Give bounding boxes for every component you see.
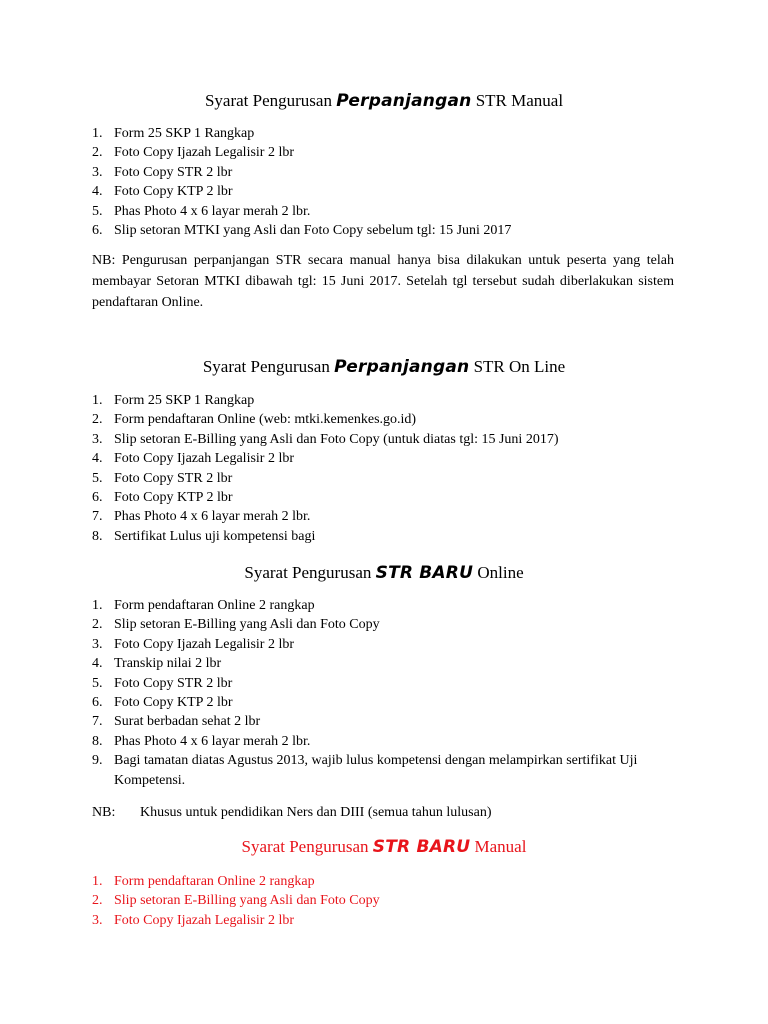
heading-fancy-text: Perpanjangan (336, 91, 472, 111)
section-2-list (92, 391, 559, 546)
heading-fancy-text: STR BARU (375, 563, 474, 583)
list-item: 5. Foto Copy STR 2 lbr (92, 675, 233, 691)
list-item: 3. Foto Copy Ijazah Legalisir 2 lbr (92, 912, 295, 928)
list-item: 8. Phas Photo 4 x 6 layar merah 2 lbr. (92, 733, 311, 749)
list-item: 6. Foto Copy KTP 2 lbr (92, 695, 233, 711)
list-item: 4. Foto Copy KTP 2 lbr (92, 184, 233, 200)
note-text: Khusus untuk pendidikan Ners dan DIII (semua tahun lulusan) (140, 805, 492, 820)
section-4-heading (0, 836, 768, 858)
list-item: 2. Form pendaftaran Online (web: mtki.kemenkes.go.id) (92, 412, 417, 428)
section-3-list (92, 596, 674, 790)
note-label: NB: (92, 805, 116, 820)
section-2-heading (0, 356, 768, 378)
list-item: 6. Foto Copy KTP 2 lbr (92, 490, 233, 506)
heading-text: STR Manual (475, 91, 564, 110)
list-item: 8. Sertifikat Lulus uji kompetensi bagi (92, 528, 316, 544)
list-item: 4. Transkip nilai 2 lbr (92, 656, 222, 672)
list-item: 9. Bagi tamatan diatas Agustus 2013, wajib lulus kompetensi dengan melampirkan sertifikat Uji Kompetensi. (92, 753, 638, 788)
list-item: 2. Foto Copy Ijazah Legalisir 2 lbr (92, 145, 295, 161)
list-item: 6. Slip setoran MTKI yang Asli dan Foto Copy sebelum tgl: 15 Juni 2017 (92, 223, 512, 239)
heading-fancy-text: Perpanjangan (334, 357, 470, 377)
heading-text: Syarat Pengurusan (204, 91, 332, 110)
heading-text: Online (477, 563, 524, 582)
list-item: 7. Surat berbadan sehat 2 lbr (92, 714, 261, 730)
heading-text: Syarat Pengurusan (202, 357, 330, 376)
section-1-list (92, 124, 511, 240)
heading-fancy-text: STR BARU (372, 837, 471, 857)
list-item: 1. Form 25 SKP 1 Rangkap (92, 126, 255, 141)
heading-text: STR On Line (473, 357, 566, 376)
list-item: 5. Foto Copy STR 2 lbr (92, 470, 233, 486)
list-item: 2. Slip setoran E-Billing yang Asli dan Foto Copy (92, 617, 380, 633)
list-item: 3. Slip setoran E-Billing yang Asli dan Foto Copy (untuk diatas tgl: 15 Juni 2017) (92, 431, 559, 447)
list-item: 3. Foto Copy STR 2 lbr (92, 164, 233, 180)
heading-text: Manual (474, 837, 527, 856)
list-item: 5. Phas Photo 4 x 6 layar merah 2 lbr. (92, 203, 311, 219)
section-1-note: NB: Pengurusan perpanjangan STR secara manual hanya bisa dilakukan untuk peserta yang telah membayar Setoran MTKI dibawah tgl: 15 Juni 2017. Setelah tgl tersebut sudah diberlakukan sistem pendaftaran Online. (92, 253, 674, 310)
section-3-heading (0, 562, 768, 584)
list-item: 4. Foto Copy Ijazah Legalisir 2 lbr (92, 451, 295, 467)
list-item: 1. Form pendaftaran Online 2 rangkap (92, 598, 315, 613)
heading-text: Syarat Pengurusan (241, 837, 369, 856)
section-3-note (92, 803, 491, 822)
list-item: 2. Slip setoran E-Billing yang Asli dan Foto Copy (92, 893, 380, 909)
list-item: 1. Form 25 SKP 1 Rangkap (92, 393, 255, 408)
section-4-list (92, 872, 380, 930)
list-item: 7. Phas Photo 4 x 6 layar merah 2 lbr. (92, 509, 311, 525)
heading-text: Syarat Pengurusan (244, 563, 372, 582)
section-1-heading (0, 90, 768, 112)
list-item: 3. Foto Copy Ijazah Legalisir 2 lbr (92, 636, 295, 652)
list-item: 1. Form pendaftaran Online 2 rangkap (92, 874, 315, 889)
